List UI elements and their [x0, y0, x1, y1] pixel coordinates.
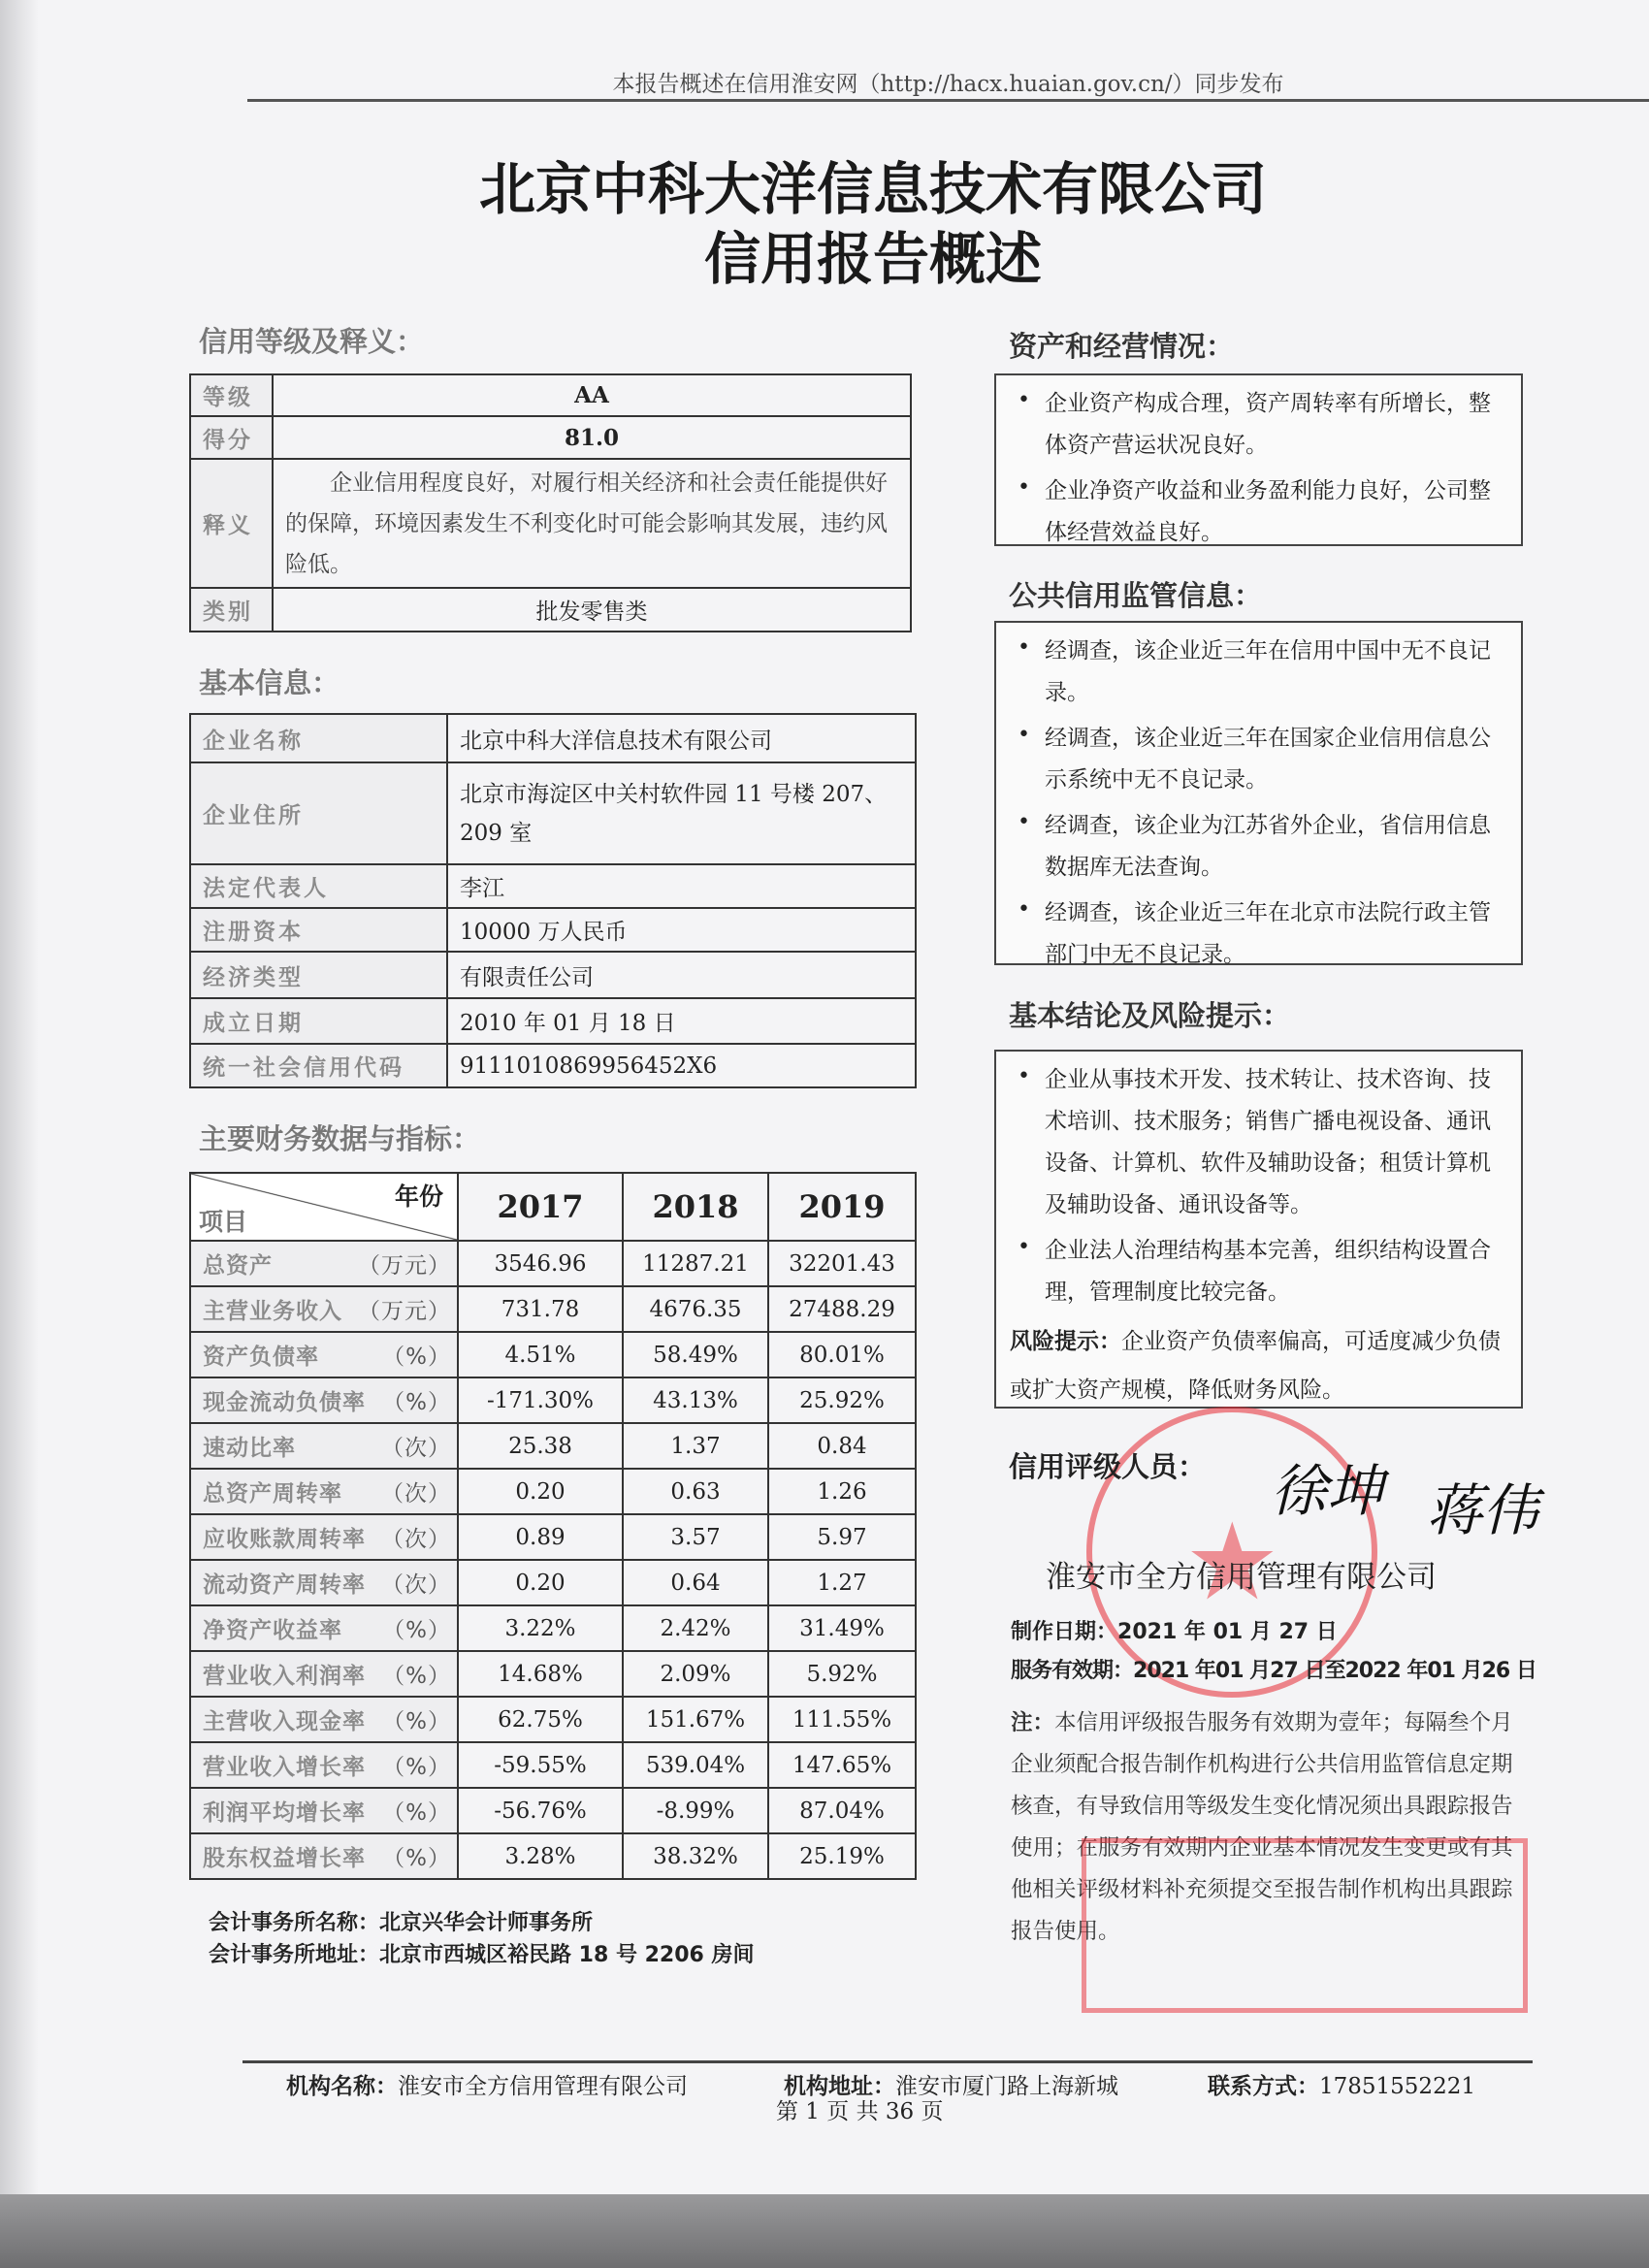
- page-subtitle: 信用报告概述: [703, 226, 1042, 292]
- item-name: 股东权益增长率: [203, 1846, 366, 1871]
- header-divider: [247, 99, 1649, 102]
- finance-value: 27488.29: [768, 1286, 916, 1332]
- finance-value: 147.65%: [768, 1742, 916, 1788]
- item-unit: （%）: [382, 1800, 451, 1826]
- corner-cell: [190, 1173, 458, 1241]
- basic-value: 10000 万人民币: [447, 908, 916, 952]
- item-name: 主营收入现金率: [203, 1709, 366, 1734]
- basic-label: 经济类型: [190, 952, 447, 998]
- finance-value: 4676.35: [623, 1286, 768, 1332]
- rating-table: [189, 373, 912, 632]
- item-name: 总资产周转率: [203, 1481, 342, 1507]
- public-item: • 经调查，该企业近三年在信用中国中无不良记录。: [1010, 631, 1507, 714]
- rating-label: 类别: [190, 588, 273, 632]
- year-label: 年份: [394, 1183, 443, 1211]
- conclusion-item: • 企业法人治理结构基本完善，组织结构设置合理，管理制度比较完备。: [1010, 1230, 1507, 1313]
- finance-value: 14.68%: [458, 1651, 623, 1697]
- finance-item: [190, 1560, 458, 1605]
- accounting-addr-value: 北京市西城区裕民路 18 号 2206 房间: [379, 1943, 755, 1967]
- finance-item: [190, 1332, 458, 1377]
- finance-value: 151.67%: [623, 1697, 768, 1742]
- finance-value: 0.20: [458, 1469, 623, 1514]
- basic-value: 有限责任公司: [447, 952, 916, 998]
- finance-value: -8.99%: [623, 1788, 768, 1833]
- accounting-addr-label: 会计事务所地址：: [209, 1943, 380, 1967]
- item-unit: （次）: [381, 1436, 451, 1461]
- rating-label: 等级: [190, 374, 273, 416]
- finance-value: 0.89: [458, 1514, 623, 1560]
- finance-row: [190, 1241, 916, 1286]
- public-item: • 经调查，该企业近三年在国家企业信用信息公示系统中无不良记录。: [1010, 718, 1507, 801]
- finance-item: [190, 1833, 458, 1879]
- finance-row: [190, 1514, 916, 1560]
- item-unit: （次）: [381, 1481, 451, 1507]
- finance-item: [190, 1377, 458, 1423]
- finance-value: 0.84: [768, 1423, 916, 1469]
- accounting-name-label: 会计事务所名称：: [209, 1911, 380, 1935]
- finance-value: 5.92%: [768, 1651, 916, 1697]
- item-name: 速动比率: [203, 1436, 296, 1461]
- item-name: 总资产: [203, 1253, 273, 1279]
- footer-org: [286, 2068, 688, 2100]
- finance-value: 1.37: [623, 1423, 768, 1469]
- rating-category: 批发零售类: [273, 588, 911, 632]
- risk-text: 企业资产负债率偏高，可适度减少负债或扩大资产规模，降低财务风险。: [1010, 1329, 1501, 1403]
- basic-label: 统一社会信用代码: [190, 1044, 447, 1087]
- assets-box: [994, 373, 1523, 546]
- finance-value: 25.92%: [768, 1377, 916, 1423]
- finance-row: [190, 1651, 916, 1697]
- rater-label: 信用评级人员：: [1009, 1450, 1207, 1483]
- finance-value: 58.49%: [623, 1332, 768, 1377]
- date-label: 制作日期：: [1011, 1620, 1118, 1644]
- item-unit: （次）: [381, 1527, 451, 1552]
- finance-value: 43.13%: [623, 1377, 768, 1423]
- report-date: [1011, 1615, 1338, 1645]
- item-unit: （%）: [382, 1846, 451, 1871]
- finance-value: 2.42%: [623, 1605, 768, 1651]
- finance-row: [190, 1560, 916, 1605]
- rating-score: 81.0: [273, 416, 911, 459]
- basic-label: 法定代表人: [190, 864, 447, 908]
- finance-row: [190, 1833, 916, 1879]
- finance-item: [190, 1605, 458, 1651]
- finance-value: 25.19%: [768, 1833, 916, 1879]
- addr-label: 机构地址：: [784, 2073, 895, 2099]
- item-unit: （%）: [382, 1390, 451, 1415]
- rating-label: 得分: [190, 416, 273, 459]
- finance-row: [190, 1286, 916, 1332]
- note-label: 注：: [1011, 1710, 1055, 1735]
- finance-heading: 主要财务数据与指标：: [199, 1122, 481, 1155]
- finance-value: 1.26: [768, 1469, 916, 1514]
- item-unit: （%）: [382, 1709, 451, 1734]
- item-name: 流动资产周转率: [203, 1572, 366, 1598]
- finance-value: -59.55%: [458, 1742, 623, 1788]
- signature-2: 蒋伟: [1426, 1477, 1539, 1543]
- conclusion-heading: 基本结论及风险提示：: [1009, 999, 1291, 1032]
- public-heading: 公共信用监管信息：: [1009, 579, 1263, 612]
- finance-value: 38.32%: [623, 1833, 768, 1879]
- rating-grade: AA: [273, 374, 911, 416]
- basic-label: 成立日期: [190, 998, 447, 1044]
- signature-1: 徐坤: [1271, 1458, 1384, 1524]
- basic-value: 北京中科大洋信息技术有限公司: [447, 714, 916, 762]
- finance-value: 3.57: [623, 1514, 768, 1560]
- item-unit: （%）: [382, 1345, 451, 1370]
- item-unit: （%）: [382, 1755, 451, 1780]
- conclusion-box: [994, 1050, 1523, 1409]
- finance-item: [190, 1788, 458, 1833]
- date-value: 2021 年 01 月 27 日: [1117, 1620, 1338, 1644]
- item-unit: （%）: [382, 1618, 451, 1643]
- valid-value: 2021 年01 月27 日至2022 年01 月26 日: [1133, 1659, 1536, 1683]
- finance-value: 5.97: [768, 1514, 916, 1560]
- item-name: 应收账款周转率: [203, 1527, 366, 1552]
- finance-value: 0.20: [458, 1560, 623, 1605]
- item-unit: （%）: [382, 1664, 451, 1689]
- item-name: 营业收入利润率: [203, 1664, 366, 1689]
- basic-value: 9111010869956452X6: [447, 1044, 916, 1087]
- assets-item: • 企业资产构成合理，资产周转率有所增长，整体资产营运状况良好。: [1010, 383, 1507, 467]
- finance-row: [190, 1377, 916, 1423]
- finance-row: [190, 1742, 916, 1788]
- valid-label: 服务有效期：: [1011, 1659, 1134, 1683]
- finance-value: 1.27: [768, 1560, 916, 1605]
- public-item: • 经调查，该企业近三年在北京市法院行政主管部门中无不良记录。: [1010, 892, 1507, 976]
- finance-row: [190, 1605, 916, 1651]
- finance-value: 4.51%: [458, 1332, 623, 1377]
- finance-row: [190, 1469, 916, 1514]
- finance-value: 0.63: [623, 1469, 768, 1514]
- rating-definition: 企业信用程度良好，对履行相关经济和社会责任能提供好的保障，环境因素发生不利变化时可能会影响其发展，违约风险低。: [273, 459, 911, 588]
- item-name: 现金流动负债率: [203, 1390, 366, 1415]
- contact-label: 联系方式：: [1208, 2073, 1319, 2099]
- public-item: • 经调查，该企业为江苏省外企业，省信用信息数据库无法查询。: [1010, 805, 1507, 889]
- year-2017: 2017: [458, 1173, 623, 1241]
- accounting-name-value: 北京兴华会计师事务所: [379, 1911, 594, 1935]
- public-box: [994, 621, 1523, 965]
- conclusion-item: • 企业从事技术开发、技术转让、技术咨询、技术培训、技术服务；销售广播电视设备、通讯设备、计算机、软件及辅助设备；租赁计算机及辅助设备、通讯设备等。: [1010, 1059, 1507, 1226]
- finance-value: 62.75%: [458, 1697, 623, 1742]
- basic-value: 李江: [447, 864, 916, 908]
- rating-heading: 信用等级及释义：: [199, 325, 425, 358]
- year-2018: 2018: [623, 1173, 768, 1241]
- finance-value: 3.22%: [458, 1605, 623, 1651]
- assets-heading: 资产和经营情况：: [1009, 330, 1235, 363]
- finance-value: -56.76%: [458, 1788, 623, 1833]
- item-unit: （万元）: [358, 1299, 451, 1324]
- item-label: 项目: [199, 1208, 248, 1236]
- finance-value: 539.04%: [623, 1742, 768, 1788]
- finance-item: [190, 1286, 458, 1332]
- basic-value: 2010 年 01 月 18 日: [447, 998, 916, 1044]
- finance-value: 31.49%: [768, 1605, 916, 1651]
- page-title: 北京中科大洋信息技术有限公司: [478, 156, 1267, 222]
- rating-label: 释义: [190, 459, 273, 588]
- scan-edge: [0, 2194, 1649, 2268]
- finance-value: -171.30%: [458, 1377, 623, 1423]
- basic-value: 北京市海淀区中关村软件园 11 号楼 207、209 室: [447, 762, 916, 864]
- finance-value: 111.55%: [768, 1697, 916, 1742]
- publish-notice: 本报告概述在信用淮安网（http://hacx.huaian.gov.cn/）同步发布: [612, 72, 1284, 97]
- rater-company: 淮安市全方信用管理有限公司: [1046, 1560, 1437, 1595]
- note-text: 本信用评级报告服务有效期为壹年；每隔叁个月企业须配合报告制作机构进行公共信用监管信息定期核查，有导致信用等级发生变化情况须出具跟踪报告使用；在服务有效期内企业基本情况发生变更或有其他相关评级材料补充须提交至报告制作机构出具跟踪报告使用。: [1011, 1710, 1513, 1944]
- item-name: 主营业务收入: [203, 1299, 342, 1324]
- item-unit: （万元）: [358, 1253, 451, 1279]
- finance-row: [190, 1423, 916, 1469]
- finance-table: [189, 1172, 917, 1880]
- basic-label: 企业名称: [190, 714, 447, 762]
- finance-value: 87.04%: [768, 1788, 916, 1833]
- finance-value: 11287.21: [623, 1241, 768, 1286]
- finance-item: [190, 1469, 458, 1514]
- contact-value: 17851552221: [1319, 2074, 1475, 2099]
- basic-table: [189, 713, 917, 1088]
- rect-filing-seal: [1082, 1838, 1528, 2013]
- risk-label: 风险提示：: [1010, 1329, 1121, 1354]
- validity-period: [1011, 1654, 1536, 1684]
- org-label: 机构名称：: [286, 2073, 398, 2099]
- basic-label: 注册资本: [190, 908, 447, 952]
- item-name: 资产负债率: [203, 1345, 319, 1370]
- basic-heading: 基本信息：: [199, 666, 340, 699]
- footer-contact: [1208, 2068, 1475, 2100]
- finance-value: 3546.96: [458, 1241, 623, 1286]
- finance-row: [190, 1788, 916, 1833]
- addr-value: 淮安市厦门路上海新城: [895, 2074, 1118, 2099]
- accounting-name: [209, 1906, 593, 1936]
- finance-value: 2.09%: [623, 1651, 768, 1697]
- accounting-address: [209, 1938, 755, 1968]
- finance-row: [190, 1697, 916, 1742]
- risk-note: [1010, 1317, 1507, 1414]
- finance-value: 32201.43: [768, 1241, 916, 1286]
- assets-item: • 企业净资产收益和业务盈利能力良好，公司整体经营效益良好。: [1010, 470, 1507, 554]
- finance-item: [190, 1241, 458, 1286]
- item-unit: （次）: [381, 1572, 451, 1598]
- item-name: 利润平均增长率: [203, 1800, 366, 1826]
- finance-item: [190, 1742, 458, 1788]
- finance-value: 3.28%: [458, 1833, 623, 1879]
- item-name: 营业收入增长率: [203, 1755, 366, 1780]
- finance-row: [190, 1332, 916, 1377]
- round-company-seal: ★: [1086, 1407, 1377, 1698]
- year-2019: 2019: [768, 1173, 916, 1241]
- page-number: 第 1 页 共 36 页: [776, 2099, 944, 2124]
- finance-item: [190, 1651, 458, 1697]
- basic-label: 企业住所: [190, 762, 447, 864]
- scan-shadow: [0, 0, 39, 2268]
- finance-value: 80.01%: [768, 1332, 916, 1377]
- finance-item: [190, 1697, 458, 1742]
- finance-item: [190, 1423, 458, 1469]
- finance-item: [190, 1514, 458, 1560]
- finance-value: 731.78: [458, 1286, 623, 1332]
- item-name: 净资产收益率: [203, 1618, 342, 1643]
- finance-value: 0.64: [623, 1560, 768, 1605]
- finance-value: 25.38: [458, 1423, 623, 1469]
- org-value: 淮安市全方信用管理有限公司: [398, 2074, 688, 2099]
- footer-divider: [242, 2060, 1533, 2063]
